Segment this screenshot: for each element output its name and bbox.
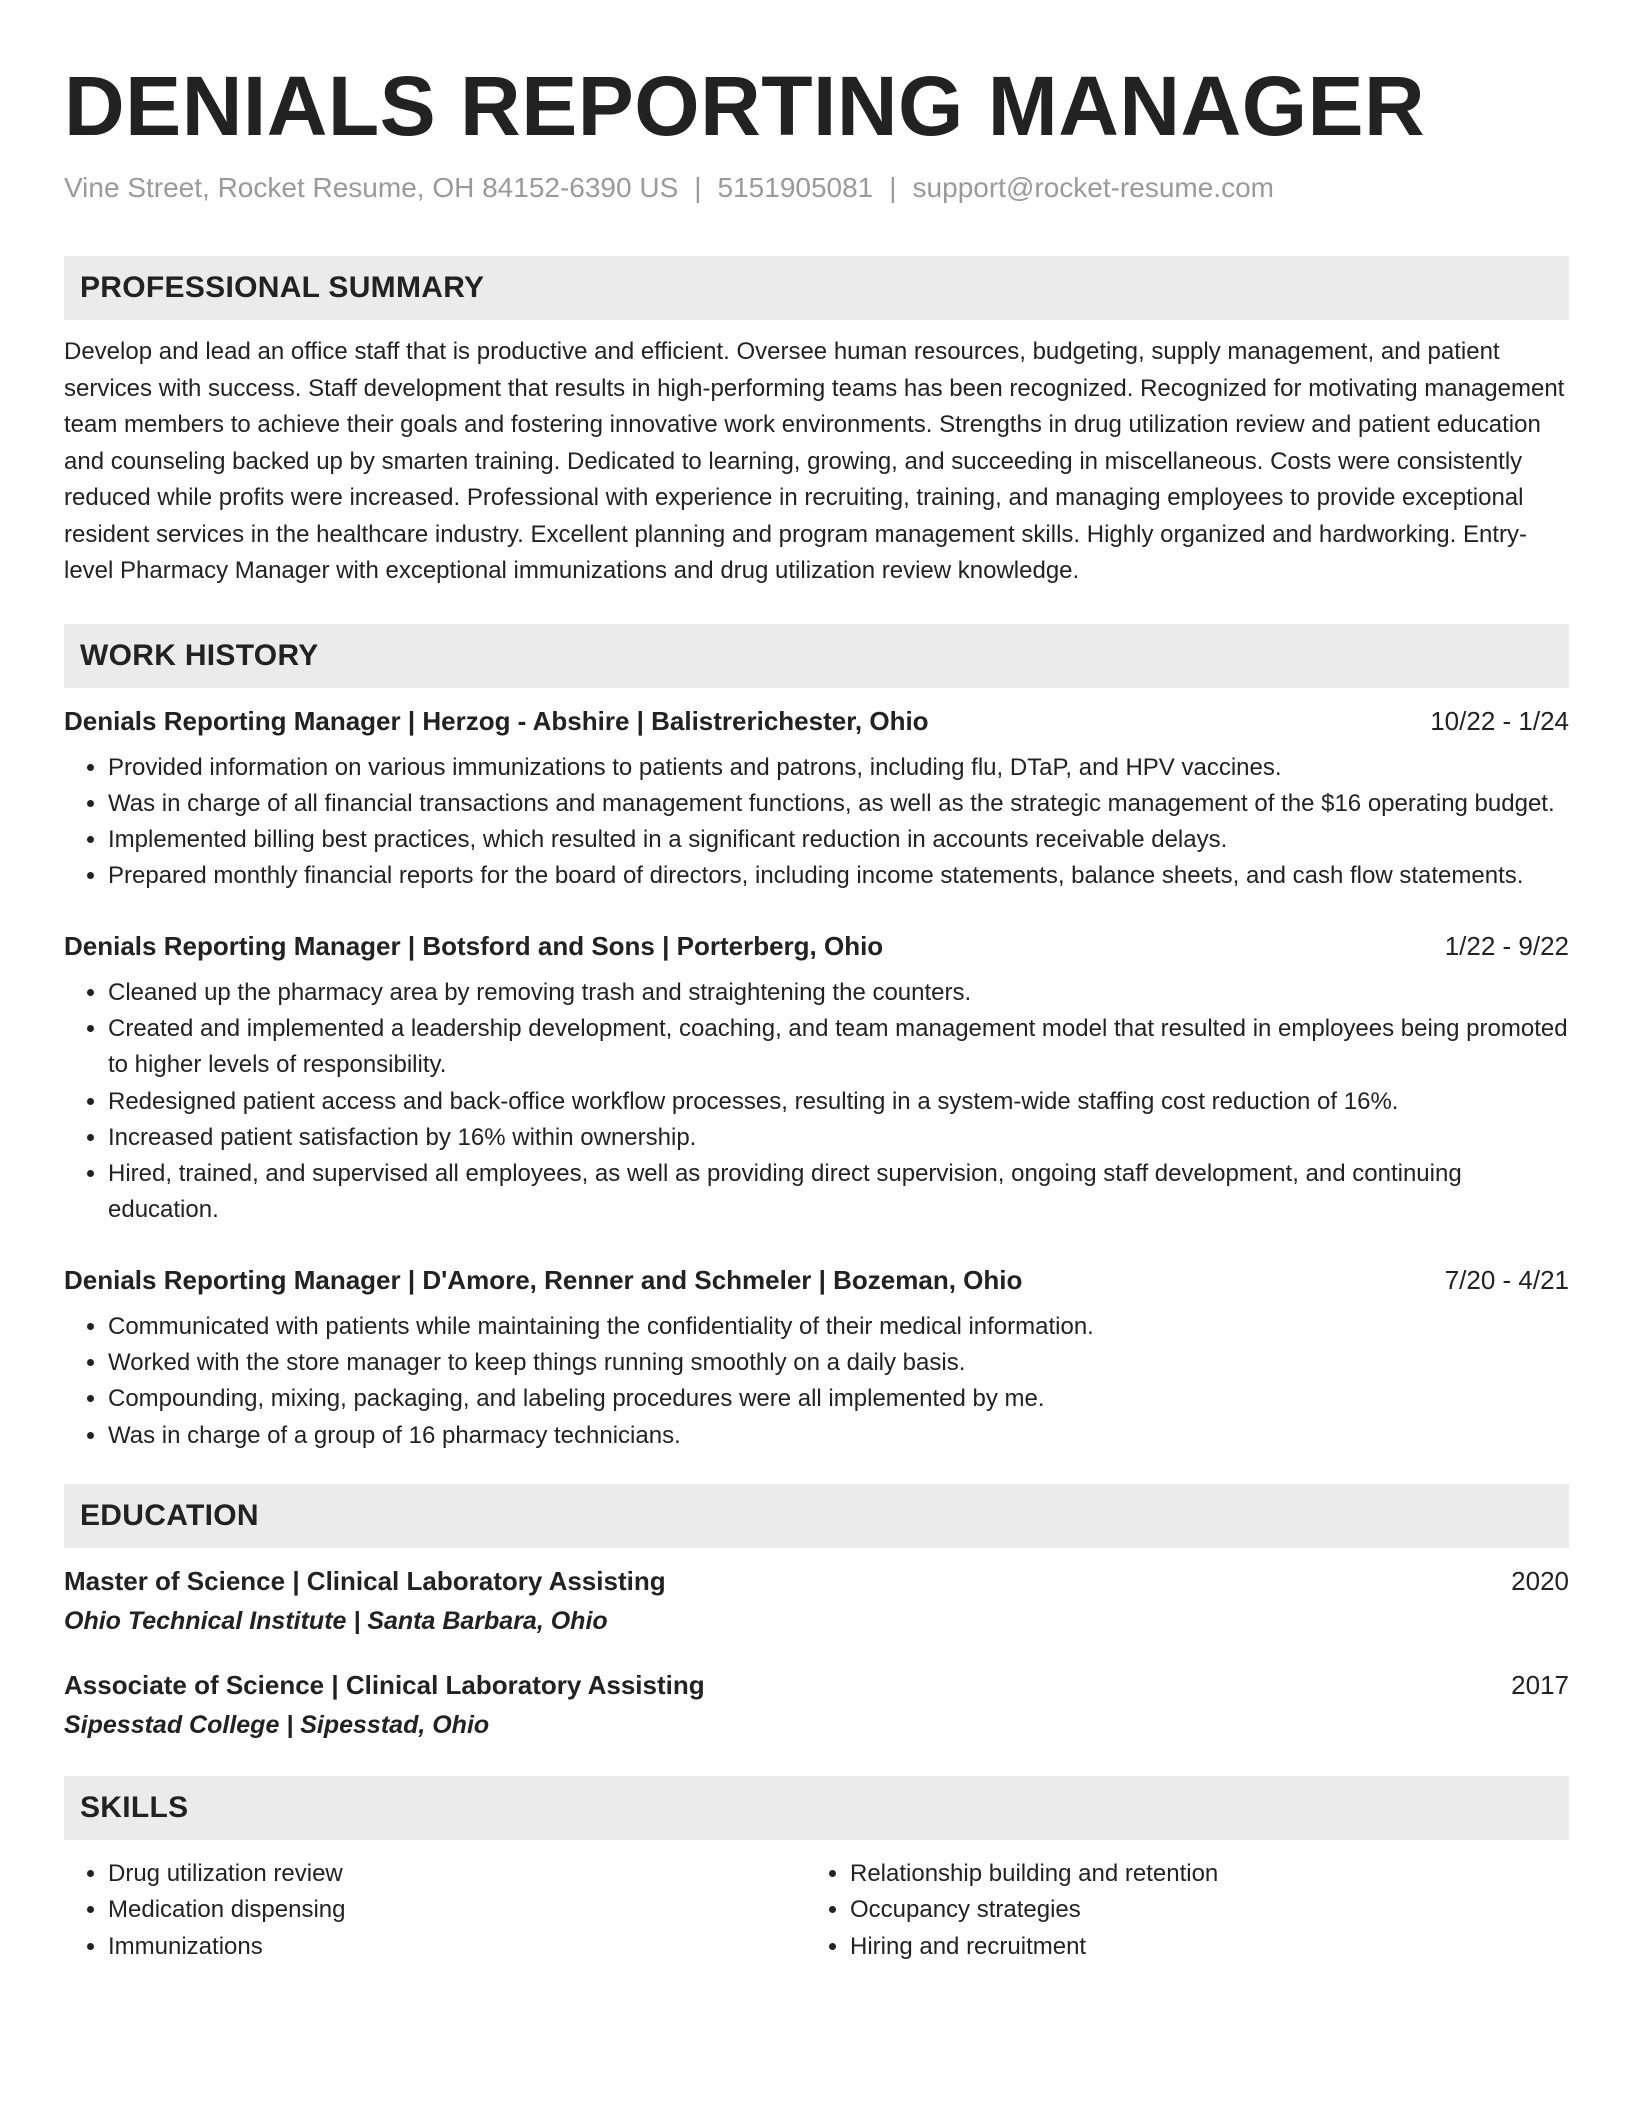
education-year: 2020: [1511, 1565, 1569, 1596]
job-bullet: • Communicated with patients while maintaining the confidentiality of their medical information.: [108, 1309, 1569, 1345]
contact-separator: |: [889, 172, 897, 203]
job-bullet: • Prepared monthly financial reports for the board of directors, including income statements, balance sheets, and cash flow statements.: [108, 858, 1569, 894]
education-header: [64, 1564, 1569, 1598]
skill-item: • Hiring and recruitment: [850, 1929, 1548, 1965]
job-header: [64, 704, 1569, 738]
job-entry: [64, 929, 1569, 1229]
education-year: 2017: [1511, 1669, 1569, 1700]
skill-item: • Medication dispensing: [108, 1892, 806, 1928]
job-bullet: • Hired, trained, and supervised all employees, as well as providing direct supervision, ongoing staff development, and continuing education.: [108, 1156, 1569, 1229]
section-header-summary: PROFESSIONAL SUMMARY: [64, 256, 1569, 320]
job-bullet: • Created and implemented a leadership development, coaching, and team management model that resulted in employees being promoted to higher levels of responsibility.: [108, 1011, 1569, 1084]
contact-email[interactable]: support@rocket-resume.com: [912, 172, 1274, 203]
resume-name: DENIALS REPORTING MANAGER: [64, 59, 1426, 153]
job-bullet: • Cleaned up the pharmacy area by removing trash and straightening the counters.: [108, 975, 1569, 1011]
skills-column-left: [64, 1856, 806, 1965]
job-title: Denials Reporting Manager | D'Amore, Renner and Schmeler | Bozeman, Ohio: [64, 1264, 1023, 1295]
job-bullets: [64, 750, 1569, 895]
education-header: [64, 1668, 1569, 1702]
job-bullet: • Provided information on various immunizations to patients and patrons, including flu, DTaP, and HPV vaccines.: [108, 750, 1569, 786]
job-header: [64, 1263, 1569, 1297]
contact-phone: 5151905081: [717, 172, 874, 203]
job-bullet: • Implemented billing best practices, which resulted in a significant reduction in accounts receivable delays.: [108, 822, 1569, 858]
education-entry: [64, 1564, 1569, 1638]
section-header-education: EDUCATION: [64, 1484, 1569, 1548]
job-title: Denials Reporting Manager | Botsford and Sons | Porterberg, Ohio: [64, 930, 884, 961]
skill-item: • Immunizations: [108, 1929, 806, 1965]
contact-separator: |: [694, 172, 702, 203]
summary-text: Develop and lead an office staff that is productive and efficient. Oversee human resources, budgeting, supply management, and patient services with success. Staff development that results in high-performing teams has been recognized. Recognized for motivating management team members to achieve their goals and fostering innovative work environments. Strengths in drug utilization review and patient education and counseling backed up by smarten training. Dedicated to learning, growing, and succeeding in miscellaneous. Costs were consistently reduced while profits were increased. Professional with experience in recruiting, training, and managing employees to provide exceptional resident services in the healthcare industry. Excellent planning and program management skills. Highly organized and hardworking. Entry-level Pharmacy Manager with exceptional immunizations and drug utilization review knowledge.: [64, 338, 1565, 584]
job-dates: 1/22 - 9/22: [1444, 930, 1569, 961]
education-school: Ohio Technical Institute | Santa Barbara, Ohio: [64, 1606, 608, 1635]
education-school: Sipesstad College | Sipesstad, Ohio: [64, 1710, 490, 1739]
contact-line: [64, 170, 1569, 206]
job-dates: 10/22 - 1/24: [1430, 705, 1569, 736]
job-dates: 7/20 - 4/21: [1444, 1264, 1569, 1295]
skill-item: • Occupancy strategies: [850, 1892, 1548, 1928]
skills-column-right: [806, 1856, 1548, 1965]
job-header: [64, 929, 1569, 963]
job-bullets: [64, 975, 1569, 1229]
skill-item: • Drug utilization review: [108, 1856, 806, 1892]
job-entry: [64, 704, 1569, 895]
job-title: Denials Reporting Manager | Herzog - Abshire | Balistrerichester, Ohio: [64, 705, 929, 736]
job-bullet: • Was in charge of all financial transactions and management functions, as well as the strategic management of the $16 operating budget.: [108, 786, 1569, 822]
job-bullet: • Was in charge of a group of 16 pharmacy technicians.: [108, 1418, 1569, 1454]
job-bullet: • Increased patient satisfaction by 16% within ownership.: [108, 1120, 1569, 1156]
job-bullets: [64, 1309, 1569, 1454]
education-degree: Master of Science | Clinical Laboratory Assisting: [64, 1565, 666, 1596]
education-entry: [64, 1668, 1569, 1742]
skills-list: [64, 1856, 1569, 1965]
job-bullet: • Compounding, mixing, packaging, and labeling procedures were all implemented by me.: [108, 1381, 1569, 1417]
job-bullet: • Redesigned patient access and back-office workflow processes, resulting in a system-wide staffing cost reduction of 16%.: [108, 1084, 1569, 1120]
job-bullet: • Worked with the store manager to keep things running smoothly on a daily basis.: [108, 1345, 1569, 1381]
section-header-work-history: WORK HISTORY: [64, 624, 1569, 688]
education-degree: Associate of Science | Clinical Laboratory Assisting: [64, 1669, 705, 1700]
skill-item: • Relationship building and retention: [850, 1856, 1548, 1892]
section-header-skills: SKILLS: [64, 1776, 1569, 1840]
contact-address: Vine Street, Rocket Resume, OH 84152-6390 US: [64, 172, 679, 203]
job-entry: [64, 1263, 1569, 1454]
